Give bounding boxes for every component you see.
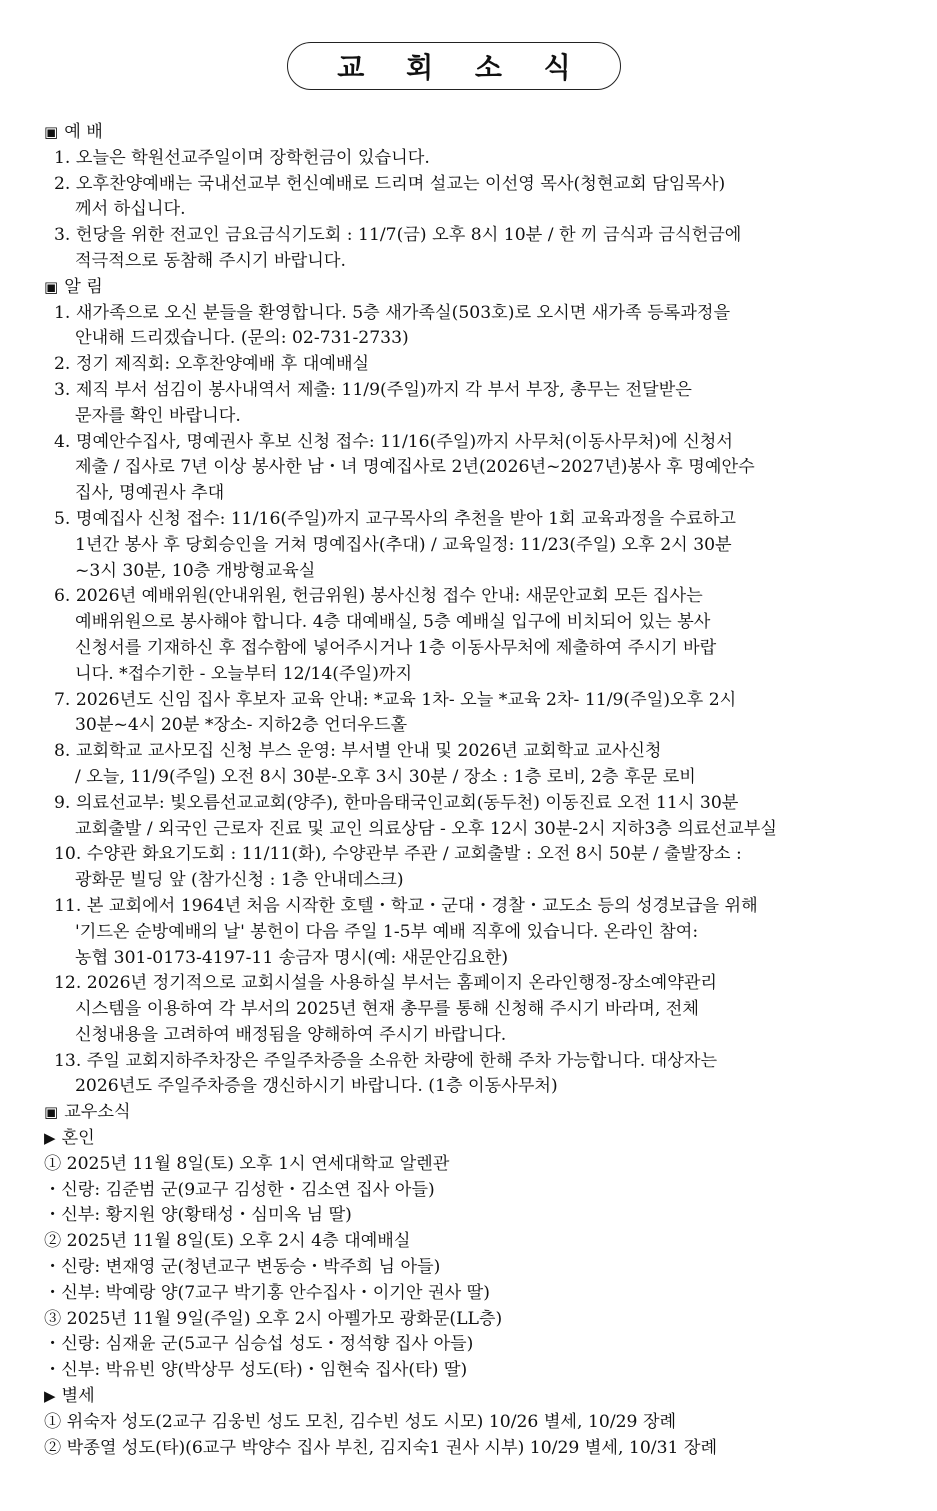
notice-line: 4. 명예안수집사, 명예권사 후보 신청 접수: 11/16(주일)까지 사무처(이동사무처)에 신청서	[54, 431, 734, 452]
notice-line: ~3시 30분, 10층 개방형교육실	[75, 560, 316, 581]
subsection-label: 별세	[61, 1386, 95, 1407]
wedding-line: ・신랑: 변재영 군(청년교구 변동승・박주희 님 아들)	[44, 1257, 441, 1278]
wedding-line: ・신랑: 심재윤 군(5교구 심승섭 성도・정석향 집사 아들)	[44, 1334, 474, 1355]
page-title: 교 회 소 식	[337, 51, 587, 84]
funeral-line: ① 위숙자 성도(2교구 김웅빈 성도 모친, 김수빈 성도 시모) 10/26 별세, 10/29 장례	[44, 1411, 677, 1432]
notice-line: 1년간 봉사 후 당회승인을 거쳐 명예집사(추대) / 교육일정: 11/23(주일) 오후 2시 30분	[75, 534, 732, 555]
notice-line: 광화문 빌딩 앞 (참가신청 : 1층 안내데스크)	[75, 870, 404, 891]
subsection-header-weddings	[44, 1126, 924, 1152]
notice-line: 3. 헌당을 위한 전교인 금요금식기도회 : 11/7(금) 오후 8시 10분 / 한 끼 금식과 금식헌금에	[54, 225, 742, 246]
subsection-label: 혼인	[61, 1128, 95, 1149]
triangle-bullet-icon: ▶	[44, 1387, 56, 1406]
section-header-worship	[44, 120, 924, 146]
notice-line: 2. 정기 제직회: 오후찬양예배 후 대예배실	[54, 354, 370, 375]
notice-line: 니다. *접수기한 - 오늘부터 12/14(주일)까지	[75, 663, 413, 684]
notice-line: 시스템을 이용하여 각 부서의 2025년 현재 총무를 통해 신청해 주시기 바라며, 전체	[75, 999, 700, 1020]
notice-line: 1. 새가족으로 오신 분들을 환영합니다. 5층 새가족실(503호)로 오시면 새가족 등록과정을	[54, 302, 731, 323]
notice-line: 13. 주일 교회지하주차장은 주일주차증을 소유한 차량에 한해 주차 가능합니다. 대상자는	[54, 1050, 718, 1071]
wedding-line: ① 2025년 11월 8일(토) 오후 1시 연세대학교 알렌관	[44, 1153, 450, 1174]
notice-line: '기드온 순방예배의 날' 봉헌이 다음 주일 1-5부 예배 직후에 있습니다. 온라인 참여:	[75, 921, 699, 942]
notice-line: 8. 교회학교 교사모집 신청 부스 운영: 부서별 안내 및 2026년 교회학교 교사신청	[54, 741, 662, 762]
notice-line: 7. 2026년도 신임 집사 후보자 교육 안내: *교육 1차- 오늘 *교육 2차- 11/9(주일)오후 2시	[54, 689, 737, 710]
notice-line: 신청서를 기재하신 후 접수함에 넣어주시거나 1층 이동사무처에 제출하여 주시기 바랍	[75, 637, 717, 658]
section-label: 예 배	[64, 122, 103, 142]
notice-line: 교회출발 / 외국인 근로자 진료 및 교인 의료상담 - 오후 12시 30분-2시 지하3층 의료선교부실	[75, 818, 777, 839]
funeral-line: ② 박종열 성도(타)(6교구 박양수 집사 부친, 김지숙1 권사 시부) 10/29 별세, 10/31 장례	[44, 1437, 718, 1458]
notice-line: 12. 2026년 정기적으로 교회시설을 사용하실 부서는 홈페이지 온라인행정-장소예약관리	[54, 973, 718, 994]
title-box	[287, 42, 621, 90]
notice-line: 10. 수양관 화요기도회 : 11/11(화), 수양관부 주관 / 교회출발 : 오전 8시 50분 / 출발장소 :	[54, 844, 742, 865]
notice-line: 집사, 명예권사 추대	[75, 483, 225, 504]
notice-line: 예배위원으로 봉사해야 합니다. 4층 대예배실, 5층 예배실 입구에 비치되어 있는 봉사	[75, 612, 711, 633]
notice-line: 제출 / 집사로 7년 이상 봉사한 남・녀 명예집사로 2년(2026년~2027년)봉사 후 명예안수	[75, 457, 755, 478]
wedding-line: ③ 2025년 11월 9일(주일) 오후 2시 아펠가모 광화문(LL층)	[44, 1308, 503, 1329]
notice-line: 6. 2026년 예배위원(안내위원, 헌금위원) 봉사신청 접수 안내: 새문안교회 모든 집사는	[54, 586, 703, 607]
notice-line: 안내해 드리겠습니다. (문의: 02-731-2733)	[75, 328, 409, 349]
bulletin-content	[44, 120, 924, 1461]
notice-line: 9. 의료선교부: 빛오름선교교회(양주), 한마음태국인교회(동두천) 이동진료 오전 11시 30분	[54, 792, 739, 813]
wedding-line: ② 2025년 11월 8일(토) 오후 2시 4층 대예배실	[44, 1231, 411, 1252]
notice-line: 1. 오늘은 학원선교주일이며 장학헌금이 있습니다.	[54, 147, 430, 168]
notice-line: / 오늘, 11/9(주일) 오전 8시 30분-오후 3시 30분 / 장소 : 1층 로비, 2층 후문 로비	[75, 766, 696, 787]
square-bullet-icon: ▣	[44, 123, 59, 141]
notice-line: 2. 오후찬양예배는 국내선교부 헌신예배로 드리며 설교는 이선영 목사(청현교회 담임목사)	[54, 173, 726, 194]
subsection-header-funerals	[44, 1384, 924, 1410]
notice-line: 5. 명예집사 신청 접수: 11/16(주일)까지 교구목사의 추천을 받아 1회 교육과정을 수료하고	[54, 508, 737, 529]
wedding-line: ・신부: 박유빈 양(박상무 성도(타)・임현숙 집사(타) 딸)	[44, 1360, 468, 1381]
notice-line: 11. 본 교회에서 1964년 처음 시작한 호텔・학교・군대・경찰・교도소 등의 성경보급을 위해	[54, 895, 758, 916]
notice-line: 30분~4시 20분 *장소- 지하2층 언더우드홀	[75, 715, 408, 736]
notice-line: 농협 301-0173-4197-11 송금자 명시(예: 새문안김요한)	[75, 947, 509, 968]
triangle-bullet-icon: ▶	[44, 1129, 56, 1148]
notice-line: 적극적으로 동참해 주시기 바랍니다.	[75, 250, 346, 271]
wedding-line: ・신부: 황지원 양(황태성・심미옥 님 딸)	[44, 1205, 352, 1226]
wedding-line: ・신랑: 김준범 군(9교구 김성한・김소연 집사 아들)	[44, 1179, 435, 1200]
square-bullet-icon: ▣	[44, 1103, 59, 1122]
square-bullet-icon: ▣	[44, 277, 59, 296]
section-header-notices	[44, 275, 924, 301]
notice-line: 문자를 확인 바랍니다.	[75, 405, 241, 426]
section-label: 알 림	[64, 276, 103, 297]
notice-line: 신청내용을 고려하여 배정됨을 양해하여 주시기 바랍니다.	[75, 1024, 507, 1045]
notice-line: 께서 하십니다.	[75, 199, 186, 220]
wedding-line: ・신부: 박예랑 양(7교구 박기홍 안수집사・이기안 권사 딸)	[44, 1282, 490, 1303]
section-label: 교우소식	[64, 1102, 131, 1123]
notice-line: 3. 제직 부서 섬김이 봉사내역서 제출: 11/9(주일)까지 각 부서 부장, 총무는 전달받은	[54, 379, 692, 400]
notice-line: 2026년도 주일주차증을 갱신하시기 바랍니다. (1층 이동사무처)	[75, 1076, 558, 1097]
section-header-members	[44, 1100, 924, 1126]
